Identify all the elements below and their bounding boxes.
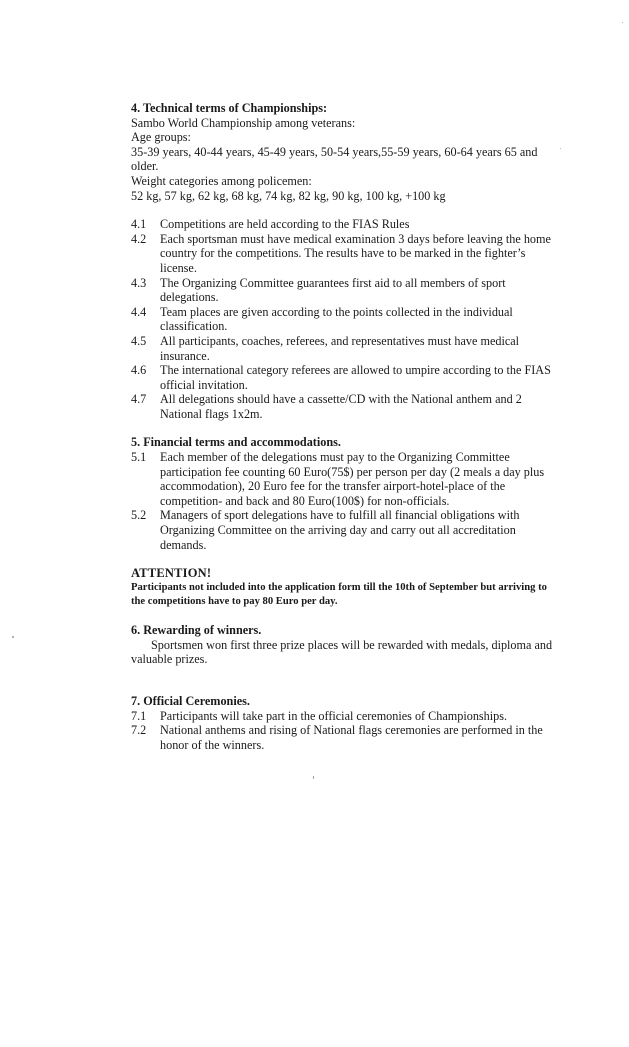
item-number: 4.4 [131,304,147,319]
scan-speck [313,776,314,779]
item-text: Managers of sport delegations have to fulfill all financial obligations with Organizing Committee on the arriving day and carry out all accreditation demands. [160,508,520,552]
item-number: 4.7 [131,392,147,407]
item-number: 4.2 [131,231,147,246]
championship-title-line: Sambo World Championship among veterans: [131,115,356,130]
section-6-text [131,638,561,667]
list-item [131,334,561,363]
scan-speck [560,148,561,149]
item-text: Each sportsman must have medical examination 3 days before leaving the home country for the competitions. The results have to be marked in the fighter’s license. [160,231,551,275]
list-item [131,709,561,724]
item-text: National anthems and rising of National flags ceremonies are performed in the honor of the winners. [160,723,543,752]
item-number: 4.1 [131,217,147,232]
document-page [131,101,561,752]
list-item [131,363,561,392]
item-text: The Organizing Committee guarantees first aid to all members of sport delegations. [160,275,506,305]
item-text: All delegations should have a cassette/CD with the National anthem and 2 National flags 1x2m. [160,392,522,421]
weight-categories-list: 52 kg, 57 kg, 62 kg, 68 kg, 74 kg, 82 kg, 90 kg, 100 kg, +100 kg [131,188,446,203]
item-text: Each member of the delegations must pay to the Organizing Committee participation fee counting 60 Euro(75$) per person per day (2 meals a day plus accommodation), 20 Euro fee for the transfer airport-hotel-place of the competition- and back and 80 Euro(100$) for non-officials. [160,450,545,508]
weight-categories-label: Weight categories among policemen: [131,173,312,188]
scan-speck [622,22,623,23]
item-number: 7.1 [131,708,147,723]
section-4-heading: 4. Technical terms of Championships: [131,101,328,115]
list-item [131,508,561,552]
list-item [131,450,561,508]
age-groups-label: Age groups: [131,130,191,145]
list-item [131,392,561,421]
item-number: 5.2 [131,508,147,523]
list-item [131,276,561,305]
item-number: 7.2 [131,723,147,738]
item-text: Competitions are held according to the FIAS Rules [160,217,410,232]
list-item [131,723,561,752]
item-text: Participants will take part in the official ceremonies of Championships. [160,708,508,723]
age-groups-list: 35-39 years, 40-44 years, 45-49 years, 50-54 years,55-59 years, 60-64 years 65 and older. [131,144,538,174]
list-item [131,305,561,334]
section-6-heading: 6. Rewarding of winners. [131,623,262,638]
item-number: 4.3 [131,275,147,290]
item-number: 4.6 [131,363,147,378]
attention-text: Participants not included into the application form till the 10th of September but arriving to the competitions have to pay 80 Euro per day. [131,581,547,608]
section-7-heading: 7. Official Ceremonies. [131,694,250,708]
item-number: 5.1 [131,450,147,465]
list-item [131,232,561,276]
item-text: Team places are given according to the points collected in the individual classification. [160,304,513,334]
scan-speck [12,636,14,638]
item-number: 4.5 [131,333,147,348]
item-text: All participants, coaches, referees, and representatives must have medical insurance. [160,333,520,363]
attention-title: ATTENTION! [131,566,212,581]
rewarding-text: Sportsmen won first three prize places will be rewarded with medals, diploma and valuable prizes. [131,637,553,667]
list-item [131,217,561,232]
item-text: The international category referees are allowed to umpire according to the FIAS official invitation. [160,363,551,392]
section-5-heading: 5. Financial terms and accommodations. [131,435,341,450]
